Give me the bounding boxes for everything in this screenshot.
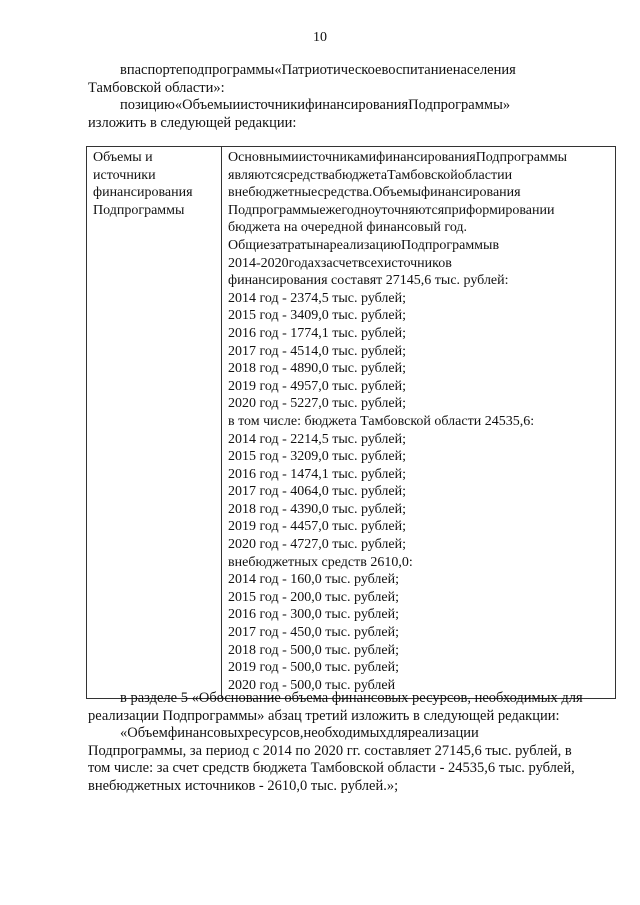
section5-line-3 [88,725,612,743]
total-costs-line-word: реализацию [329,237,402,253]
section5-line-3-word: финансовых [167,725,245,741]
label-line: Объемы и [93,150,153,165]
total-year-line: 2015 год - 3409,0 тыс. рублей; [228,308,407,324]
regional-year-line: 2018 год - 4390,0 тыс. рублей; [228,501,407,517]
funding-sources-line-word: и [504,167,513,183]
extra-year-line: 2018 год - 500,0 тыс. рублей; [228,642,400,658]
regional-year-line: 2020 год - 4727,0 тыс. рублей; [228,537,407,553]
funding-sources-line-word: при [444,202,467,218]
label-line: Подпрограммы [93,202,185,218]
label-line: источники [93,167,156,183]
total-costs-paragraph [228,237,611,290]
total-costs-line-word: источников [383,255,452,271]
funding-sources-line-word: являются [228,167,284,183]
intro-paragraph [88,62,612,132]
total-costs-line-word: годах [288,255,321,271]
page-number: 10 [313,30,327,45]
intro-line-4: изложить в следующей редакции: [88,114,297,131]
total-costs-line [228,255,611,273]
funding-sources-line-word: Подпрограммы [228,202,320,218]
funding-sources-line-word: финансирования [376,150,476,165]
label-line: финансирования [93,185,193,201]
extra-budget-heading: внебюджетных средств 2610,0: [228,554,413,570]
total-costs-line-word: за [320,255,333,271]
intro-line-1-word: паспорте [126,62,183,78]
intro-line-3 [88,97,612,115]
funding-sources-line-word: бюджета [334,167,388,183]
regional-year-line: 2015 год - 3209,0 тыс. рублей; [228,449,407,465]
intro-line-3-word: Подпрограммы» [408,97,511,113]
funding-sources-line-word: Тамбовской [387,167,458,183]
funding-sources-line-word: Подпрограммы [475,150,568,165]
funding-sources-line-word: уточняются [374,202,445,218]
funding-sources-line-word: Основными [228,150,299,165]
funding-sources-line-word: средства. [317,185,373,201]
intro-line-1-word: воспитание [381,62,453,78]
intro-line-3-word: и [232,97,241,113]
regional-year-line: 2014 год - 2214,5 тыс. рублей; [228,431,407,447]
total-costs-line-word: Общие [228,237,270,253]
funding-sources-line [228,202,611,220]
intro-line-1-word: «Патриотическое [274,62,382,78]
section5-line-3-word: необходимых [303,725,387,741]
section5-line-4: Подпрограммы, за период с 2014 по 2020 гг. составляет 27145,6 тыс. рублей, в [88,742,572,759]
total-costs-line-word: счет [332,255,358,271]
intro-line-1-word: подпрограммы [182,62,275,78]
section5-paragraph [88,690,612,795]
intro-line-3-word: источники [240,97,306,113]
total-year-line: 2014 год - 2374,5 тыс. рублей; [228,290,407,306]
regional-years-list [228,431,611,554]
intro-line-3-word: финансирования [305,97,409,113]
funding-sources-line: бюджета на очередной финансовый год. [228,220,468,236]
intro-line-3-word: позицию [120,97,175,113]
total-costs-line [228,237,611,255]
intro-line-1-word: в [120,62,127,78]
section5-line-2: реализации Подпрограммы» абзац третий изложить в следующей редакции: [88,707,560,724]
funding-sources-line-word: внебюджетные [228,185,318,201]
section5-line-5: том числе: за счет средств бюджета Тамбовской области - 24535,6 тыс. рублей, [88,760,575,776]
total-costs-line-word: Подпрограммы [401,237,493,253]
total-costs-line-word: 2020 [260,255,289,271]
funding-sources-line-word: ежегодно [319,202,375,218]
regional-year-line: 2016 год - 1474,1 тыс. рублей; [228,466,407,482]
total-year-line: 2020 год - 5227,0 тыс. рублей; [228,396,407,412]
passport-table [86,146,616,699]
extra-year-line: 2016 год - 300,0 тыс. рублей; [228,607,400,623]
section5-line-3-word: ресурсов, [244,725,304,741]
extra-years-list [228,571,611,694]
funding-sources-line-word: Объемы [372,185,422,201]
total-year-line: 2017 год - 4514,0 тыс. рублей; [228,343,407,359]
extra-year-line: 2017 год - 450,0 тыс. рублей; [228,625,400,641]
total-costs-line-word: всех [357,255,384,271]
funding-sources-line [228,184,611,202]
table-label-cell [87,147,222,699]
total-costs-line-word: затраты [269,237,316,253]
extra-year-line: 2020 год - 500,0 тыс. рублей [228,677,396,693]
funding-sources-line-word: средства [283,167,335,183]
intro-line-3-word: «Объемы [174,97,233,113]
section5-line-1: в разделе 5 «Обоснование объема финансовых ресурсов, необходимых для [120,690,583,706]
total-costs-line-word: на [315,237,330,253]
extra-year-line: 2014 год - 160,0 тыс. рублей; [228,572,400,588]
funding-sources-line-word: формировании [466,202,555,218]
section5-line-3-word: реализации [407,725,479,741]
section5-line-3-word: для [386,725,408,741]
funding-sources-line [228,149,611,167]
funding-sources-paragraph [228,149,611,237]
total-year-line: 2016 год - 1774,1 тыс. рублей; [228,325,407,341]
extra-year-line: 2015 год - 200,0 тыс. рублей; [228,589,400,605]
total-costs-line: финансирования составят 27145,6 тыс. рублей: [228,273,509,289]
regional-budget-heading: в том числе: бюджета Тамбовской области 24535,6: [228,413,535,429]
funding-sources-line [228,167,611,185]
intro-line-1-word: населения [452,62,516,78]
total-costs-line-word: в [492,237,500,253]
section5-line-6: внебюджетных источников - 2610,0 тыс. рублей.»; [88,777,399,794]
section5-line-3-word: «Объем [120,725,168,741]
funding-sources-line-word: финансирования [421,185,521,201]
total-costs-line-word: 2014 [228,255,256,271]
funding-sources-line-word: источниками [298,150,377,165]
regional-year-line: 2019 год - 4457,0 тыс. рублей; [228,519,407,535]
intro-line-1 [88,62,612,80]
extra-year-line: 2019 год - 500,0 тыс. рублей; [228,660,400,676]
total-years-list [228,290,611,413]
total-year-line: 2018 год - 4890,0 тыс. рублей; [228,361,407,377]
table-content-cell [222,147,616,699]
label-lines [93,149,217,219]
funding-sources-line-word: области [457,167,505,183]
regional-year-line: 2017 год - 4064,0 тыс. рублей; [228,484,407,500]
total-year-line: 2019 год - 4957,0 тыс. рублей; [228,378,407,394]
intro-line-2: Тамбовской области»: [88,79,225,96]
total-costs-line-word: - [256,255,261,271]
